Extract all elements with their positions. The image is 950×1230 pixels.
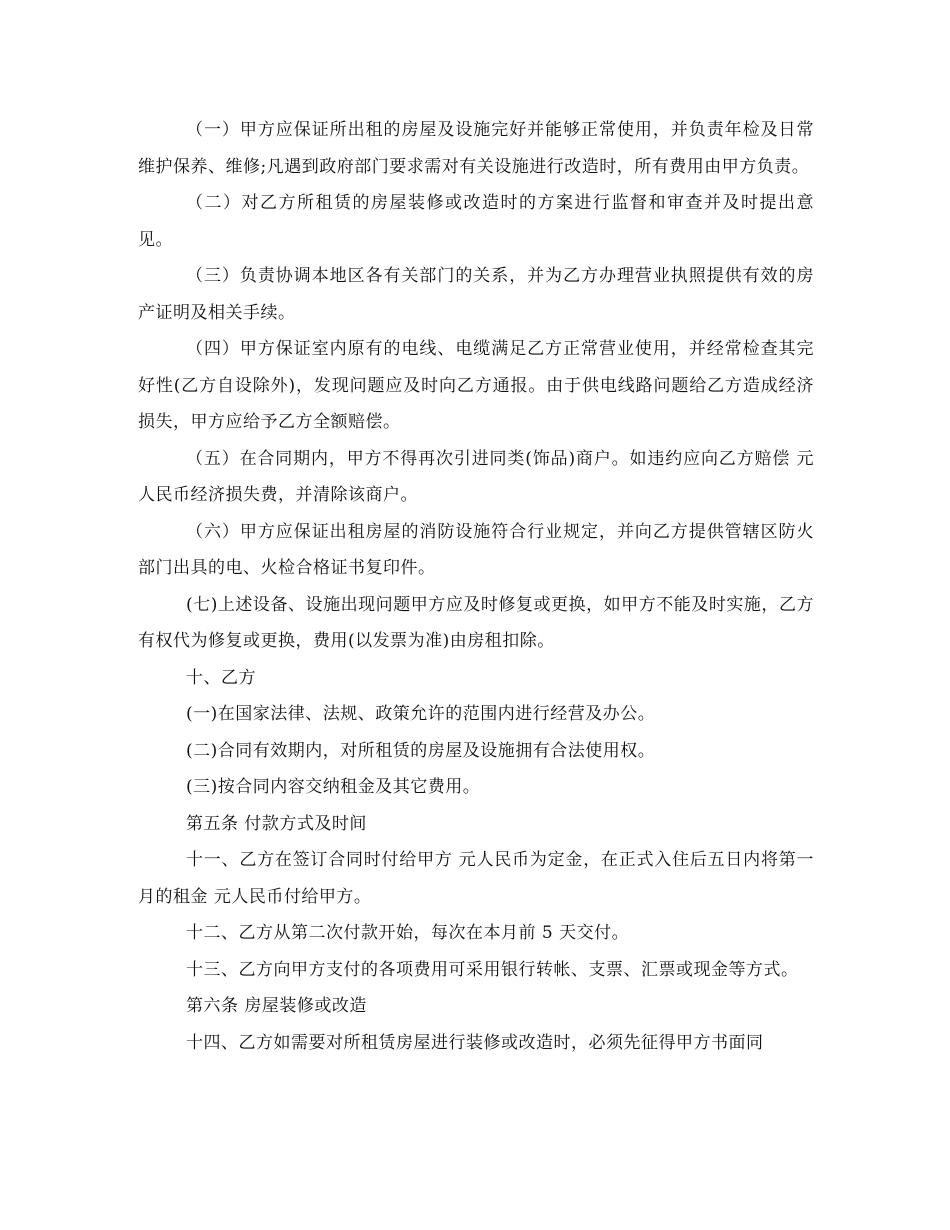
section-heading-tenant: 十、乙方 bbox=[186, 667, 256, 688]
paragraph-landlord-clause-3: （三）负责协调本地区各有关部门的关系，并为乙方办理营业执照提供有效的房产证明及相关手续。 bbox=[138, 266, 814, 323]
paragraph-landlord-clause-2: （二）对乙方所租赁的房屋装修或改造时的方案进行监督和审查并及时提出意见。 bbox=[138, 193, 814, 250]
paragraph-landlord-clause-5: （五）在合同期内，甲方不得再次引进同类(饰品)商户。如违约应向乙方赔偿 元人民币经济损失费，并清除该商户。 bbox=[138, 448, 814, 505]
paragraph-tenant-clause-2: (二)合同有效期内，对所租赁的房屋及设施拥有合法使用权。 bbox=[186, 740, 656, 761]
article-heading-payment: 第五条 付款方式及时间 bbox=[186, 813, 367, 834]
paragraph-landlord-clause-7: (七)上述设备、设施出现问题甲方应及时修复或更换，如甲方不能及时实施，乙方有权代为修复或更换，费用(以发票为准)由房租扣除。 bbox=[138, 594, 814, 651]
paragraph-tenant-clause-1: (一)在国家法律、法规、政策允许的范围内进行经营及办公。 bbox=[186, 704, 656, 724]
paragraph-tenant-clause-3: (三)按合同内容交纳租金及其它费用。 bbox=[186, 777, 481, 797]
article-heading-renovation: 第六条 房屋装修或改造 bbox=[186, 996, 367, 1016]
paragraph-landlord-clause-4: （四）甲方保证室内原有的电线、电缆满足乙方正常营业使用，并经常检查其完好性(乙方自设除外)，发现问题应及时向乙方通报。由于供电线路问题给乙方造成经济损失，甲方应给予乙方全额赔偿。 bbox=[138, 339, 814, 432]
document-body bbox=[138, 112, 814, 1061]
paragraph-clause-14: 十四、乙方如需要对所租赁房屋进行装修或改造时，必须先征得甲方书面同 bbox=[186, 1032, 764, 1053]
paragraph-clause-12: 十二、乙方从第二次付款开始，每次在本月前 5 天交付。 bbox=[186, 923, 630, 943]
paragraph-landlord-clause-1: （一）甲方应保证所出租的房屋及设施完好并能够正常使用，并负责年检及日常维护保养、维修;凡遇到政府部门要求需对有关设施进行改造时，所有费用由甲方负责。 bbox=[138, 120, 814, 177]
paragraph-clause-13: 十三、乙方向甲方支付的各项费用可采用银行转帐、支票、汇票或现金等方式。 bbox=[186, 959, 799, 980]
paragraph-clause-11: 十一、乙方在签订合同时付给甲方 元人民币为定金，在正式入住后五日内将第一月的租金 元人民币付给甲方。 bbox=[138, 850, 814, 907]
paragraph-landlord-clause-6: （六）甲方应保证出租房屋的消防设施符合行业规定，并向乙方提供管辖区防火部门出具的电、火检合格证书复印件。 bbox=[138, 521, 814, 578]
